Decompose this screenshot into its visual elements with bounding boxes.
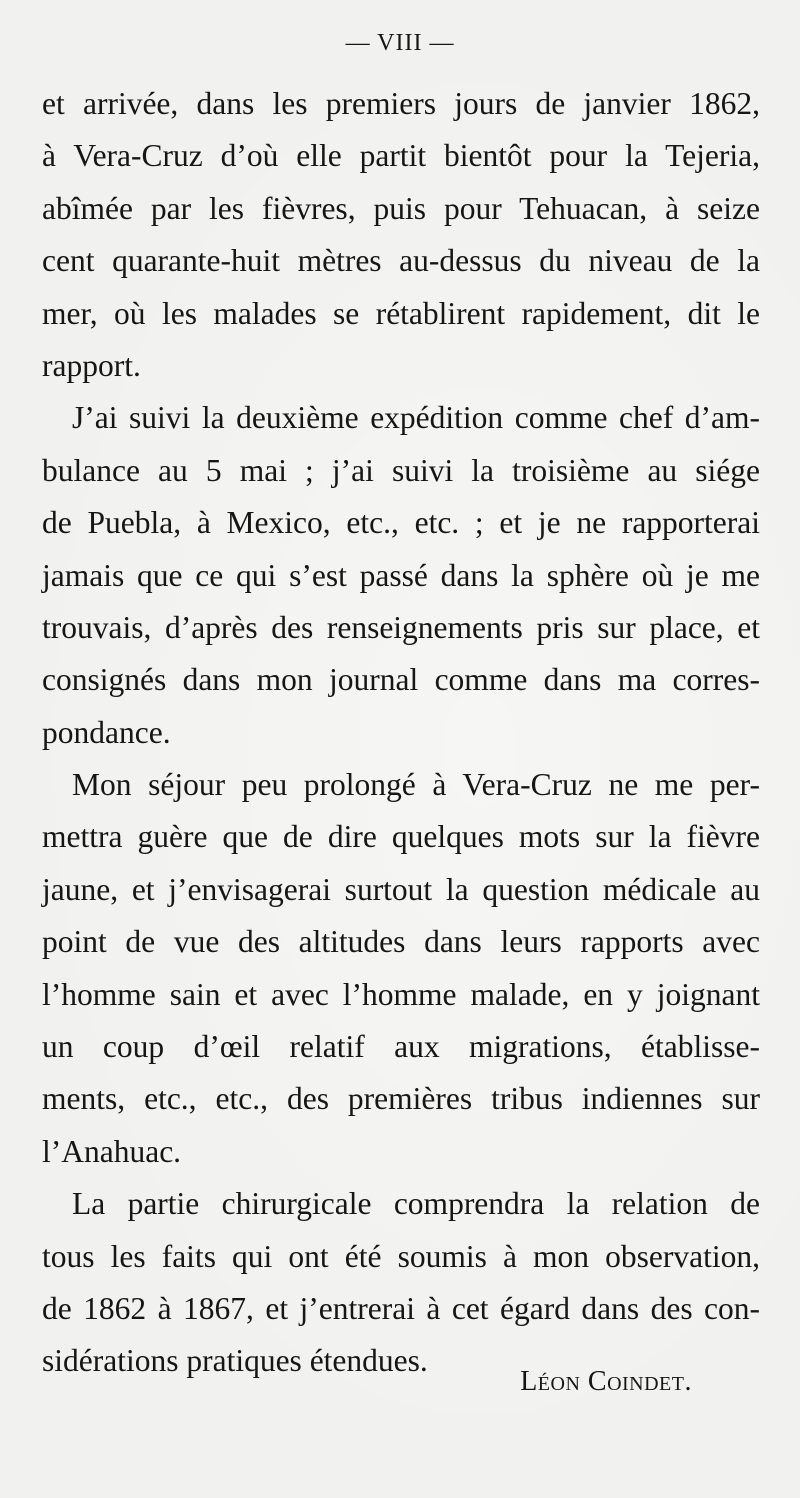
text-line: pondance.: [42, 714, 171, 750]
text-line: jaune, et j’envisagerai surtout la question médicale au: [42, 871, 760, 907]
text-line: l’homme sain et avec l’homme malade, en y joignant: [42, 976, 760, 1012]
paragraph-2: [42, 392, 760, 759]
paragraph-4: [42, 1178, 760, 1388]
text-line: l’Anahuac.: [42, 1133, 182, 1169]
text-line: un coup d’œil relatif aux migrations, établisse-: [42, 1029, 760, 1065]
text-line: cent quarante-huit mètres au-dessus du niveau de la: [42, 243, 760, 279]
text-line: trouvais, d’après des renseignements pris sur place, et: [42, 609, 760, 645]
text-line: mer, où les malades se rétablirent rapidement, dit le: [42, 295, 760, 331]
text-line: Mon séjour peu prolongé à Vera-Cruz ne me per-: [72, 767, 760, 803]
text-line: jamais que ce qui s’est passé dans la sphère où je me: [42, 557, 760, 593]
text-line: de 1862 à 1867, et j’entrerai à cet égard dans des con-: [42, 1290, 760, 1326]
paragraph-1: [42, 78, 760, 392]
body-text: [42, 78, 760, 1388]
text-line: point de vue des altitudes dans leurs rapports avec: [42, 924, 760, 960]
text-line: rapport.: [42, 347, 141, 383]
text-line: ments, etc., etc., des premières tribus indiennes sur: [42, 1081, 760, 1117]
text-line: abîmée par les fièvres, puis pour Tehuacan, à seize: [42, 190, 760, 226]
paragraph-3: [42, 759, 760, 1178]
text-line: sidérations pratiques étendues.: [42, 1343, 428, 1379]
text-line: J’ai suivi la deuxième expédition comme chef d’am-: [72, 400, 760, 436]
author-signature: Léon Coindet.: [520, 1366, 692, 1397]
text-line: tous les faits qui ont été soumis à mon observation,: [42, 1238, 760, 1274]
text-line: mettra guère que de dire quelques mots sur la fièvre: [42, 819, 760, 855]
text-line: bulance au 5 mai ; j’ai suivi la troisième au siége: [42, 452, 760, 488]
text-line: La partie chirurgicale comprendra la relation de: [72, 1186, 760, 1222]
text-line: consignés dans mon journal comme dans ma corres-: [42, 662, 760, 698]
text-line: et arrivée, dans les premiers jours de janvier 1862,: [42, 86, 760, 121]
text-line: de Puebla, à Mexico, etc., etc. ; et je ne rapporterai: [42, 505, 760, 541]
page-number: — VIII —: [345, 30, 455, 56]
text-line: à Vera-Cruz d’où elle partit bientôt pour la Tejeria,: [42, 138, 760, 174]
